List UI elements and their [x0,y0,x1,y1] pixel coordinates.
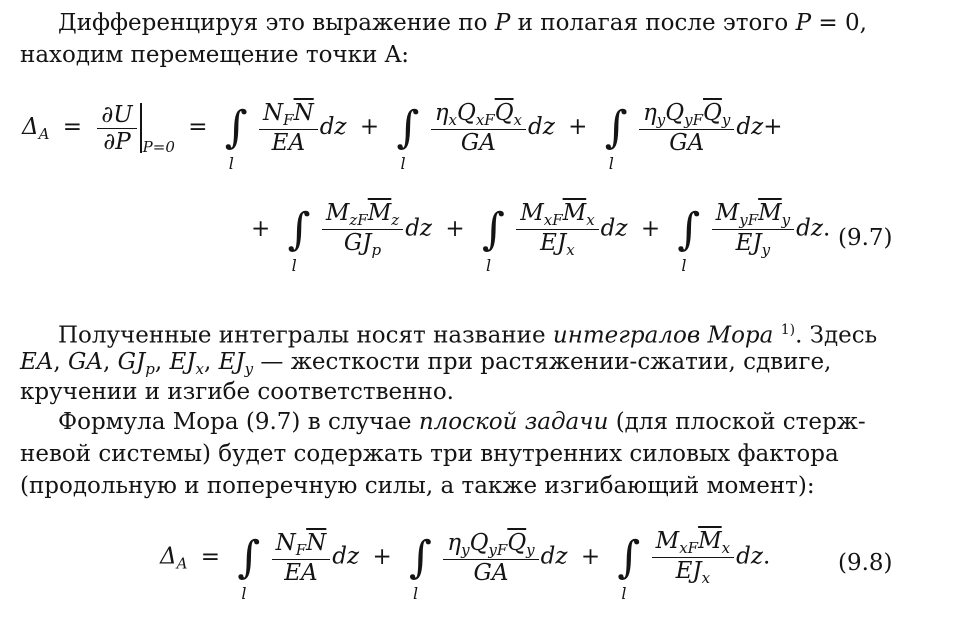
term-plane-problem: плоской задачи [418,409,609,435]
paragraph-3-line-3: (продольную и поперечную силы, а также изгибающий момент): [20,473,815,499]
equation-9-8: $\Delta_A$ = ∫ l $\frac{N_F\overline{N}}{EA}$ dz + ∫ l $\frac{\eta_yQ_{yF}\overline{Q}_y}{GA}$ dz + ∫ l $\frac{M_{xF}\overline{M}_x}{EJ_x}$ dz. [160,528,771,603]
paragraph-3-line-2: невой системы) будет содержать три внутренних силовых фактора [20,441,839,467]
paragraph-2-line-2: EA, GA, $GJ_p$, $EJ_x$, $EJ_y$ — жесткости при растяжении-сжатии, сдвиге, [20,349,832,378]
equation-9-7-line-2: + ∫ l $\frac{M_{zF}\overline{M}_z}{GJ_p}$ dz + ∫ l $\frac{M_{xF}\overline{M}_x}{EJ_x}$ dz + ∫ l $\frac{M_{yF}\overline{M}_y}{EJ_y}$ dz. [251,200,831,275]
equation-number-9-8: (9.8) [838,550,893,576]
intro-line-2 [20,40,900,70]
term-mohr-integrals: интегралов Мора [552,322,774,349]
intro-line-1: Дифференцируя это выражение по P и полагая после этого P = 0, [58,10,867,36]
paragraph-2-line-3: кручении и изгибе соответственно. [20,379,454,405]
equation-9-7-line-1: $\Delta_A$ = $\frac{\partial U}{\partial P}$ $_{P=0}$ = ∫ l $\frac{N_F\overline{N}}{EA}$ dz + ∫ l $\frac{\eta_xQ_{xF}\overline{Q}_x}{GA}$ dz + ∫ l $\frac{\eta_yQ_{yF}\overline{Q}_y}{GA}$ dz+ [22,100,783,173]
paragraph-3-line-1: Формула Мора (9.7) в случае плоской задачи (для плоской стерж- [58,409,866,435]
footnote-mark: 1) [780,322,796,338]
partial-derivative: $\frac{\partial U}{\partial P}$ [97,102,136,155]
paragraph-2-line-1: Полученные интегралы носят название интегралов Мора $^{1)}$. Здесь [58,322,878,349]
intro-text-2: находим перемещение точки A: [20,42,410,68]
equation-number-9-7: (9.7) [838,225,893,251]
